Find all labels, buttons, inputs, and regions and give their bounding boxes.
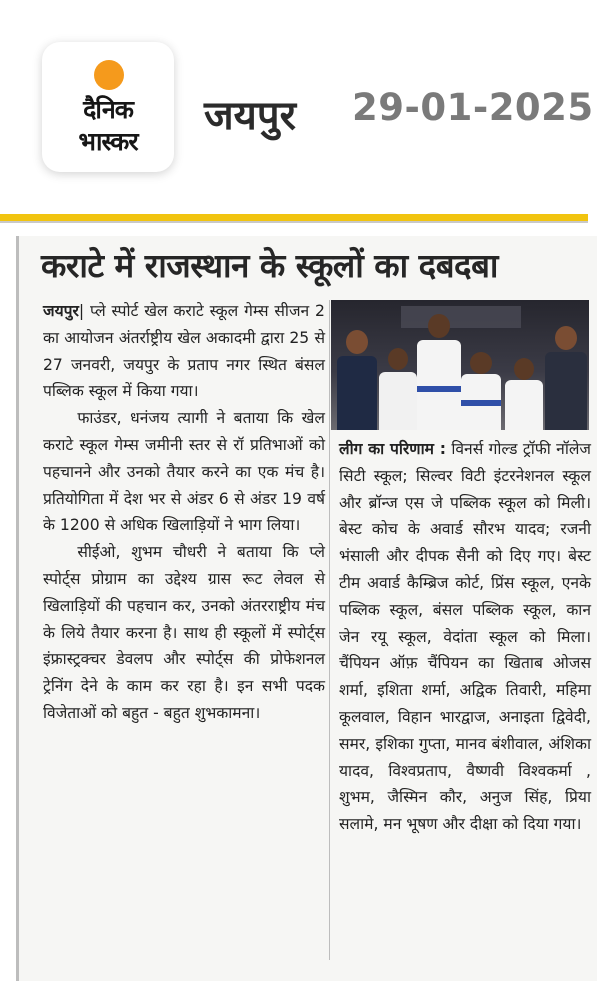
results-text: विनर्स गोल्ड ट्रॉफी नॉलेज सिटी स्कूल; सिल्वर विटी इंटरनेशनल स्कूल और ब्रॉन्ज एस जे पब्लिक स्कूल को मिली। बेस्ट कोच के अवार्ड सौरभ यादव; रजनी भंसाली और दीपक सैनी को दिए गए। बेस्ट टीम अवार्ड कैम्ब्रिज कोर्ट, प्रिंस स्कूल, एनके पब्लिक स्कूल, बंसल पब्लिक स्कूल, कान जेन रयू स्कूल, वेदांता स्कूल को मिला। चैंपियन ऑफ़ चैंपियन का खिताब ओजस शर्मा, इशिता शर्मा, अद्विक तिवारी, महिमा कूलवाल, विहान भारद्वाज, अनाइता द्विवेदी, समर, इशिका गुप्ता, मानव बंशीवाल, अंशिका यादव, विश्वप्रताप, वैष्णवी विश्वकर्मा , शुभम, जैस्मिन कौर, अनुज सिंह, प्रिया सलामे, मन भूषण और दीक्षा को दिया गया। bbox=[339, 440, 591, 834]
article-dateline: जयपुर bbox=[43, 302, 79, 320]
logo-text-line1: दैनिक bbox=[83, 95, 133, 124]
accent-rule bbox=[0, 214, 588, 221]
sun-icon bbox=[94, 60, 124, 90]
paragraph-1-text: प्ले स्पोर्ट खेल कराटे स्कूल गेम्स सीजन 2 का आयोजन अंतर्राष्ट्रीय खेल अकादमी द्वारा 25 से 27 जनवरी, जयपुर के प्रताप नगर स्थित बंसल पब्लिक स्कूल में किया गया। bbox=[43, 302, 325, 401]
dateline-separator: | bbox=[78, 302, 90, 320]
divider-rule bbox=[0, 221, 588, 223]
article-paragraph-3: सीईओ, शुभम चौधरी ने बताया कि प्ले स्पोर्ट्स प्रोग्राम का उद्देश्य ग्रास रूट लेवल से खिलाड़ियों की पहचान कर, उनको अंतरराष्ट्रीय मंच के लिये तैयार करना है। साथ ही स्कूलों में स्पोर्ट्स इंफ्रास्ट्रक्चर डेवलप और स्पोर्ट्स की प्रोफेशनल ट्रेनिंग देने के काम कर रहा है। इन सभी पदक विजेताओं को बहुत - बहुत शुभकामना। bbox=[43, 543, 325, 722]
newspaper-logo bbox=[42, 42, 174, 172]
photo-person-1 bbox=[337, 330, 377, 430]
column-divider bbox=[329, 300, 330, 960]
article-headline: कराटे में राजस्थान के स्कूलों का दबदबा bbox=[41, 246, 498, 285]
article-left-column bbox=[43, 298, 325, 727]
results-label: लीग का परिणाम : bbox=[339, 440, 446, 458]
photo-person-6 bbox=[545, 326, 587, 430]
article-paragraph-2: फाउंडर, धनंजय त्यागी ने बताया कि खेल कराटे स्कूल गेम्स जमीनी स्तर से रॉ प्रतिभाओं को पहचानने और उनको तैयार करने का एक मंच है। प्रतियोगिता में देश भर से अंडर 6 से अंडर 19 वर्ष के 1200 से अधिक खिलाड़ियों ने भाग लिया। bbox=[43, 409, 325, 535]
results-paragraph bbox=[339, 436, 591, 838]
article-right-column bbox=[339, 436, 591, 838]
article-photo bbox=[331, 300, 589, 430]
photo-person-3 bbox=[417, 314, 461, 430]
article-paragraph-1 bbox=[43, 298, 325, 405]
news-clipping bbox=[16, 236, 597, 981]
masthead bbox=[0, 0, 611, 215]
photo-person-4 bbox=[461, 352, 501, 430]
photo-person-2 bbox=[379, 348, 417, 430]
edition-date: 29-01-2025 bbox=[352, 86, 594, 129]
logo-text-line2: भास्कर bbox=[78, 127, 138, 156]
edition-city: जयपुर bbox=[204, 93, 296, 139]
photo-person-5 bbox=[505, 358, 543, 430]
